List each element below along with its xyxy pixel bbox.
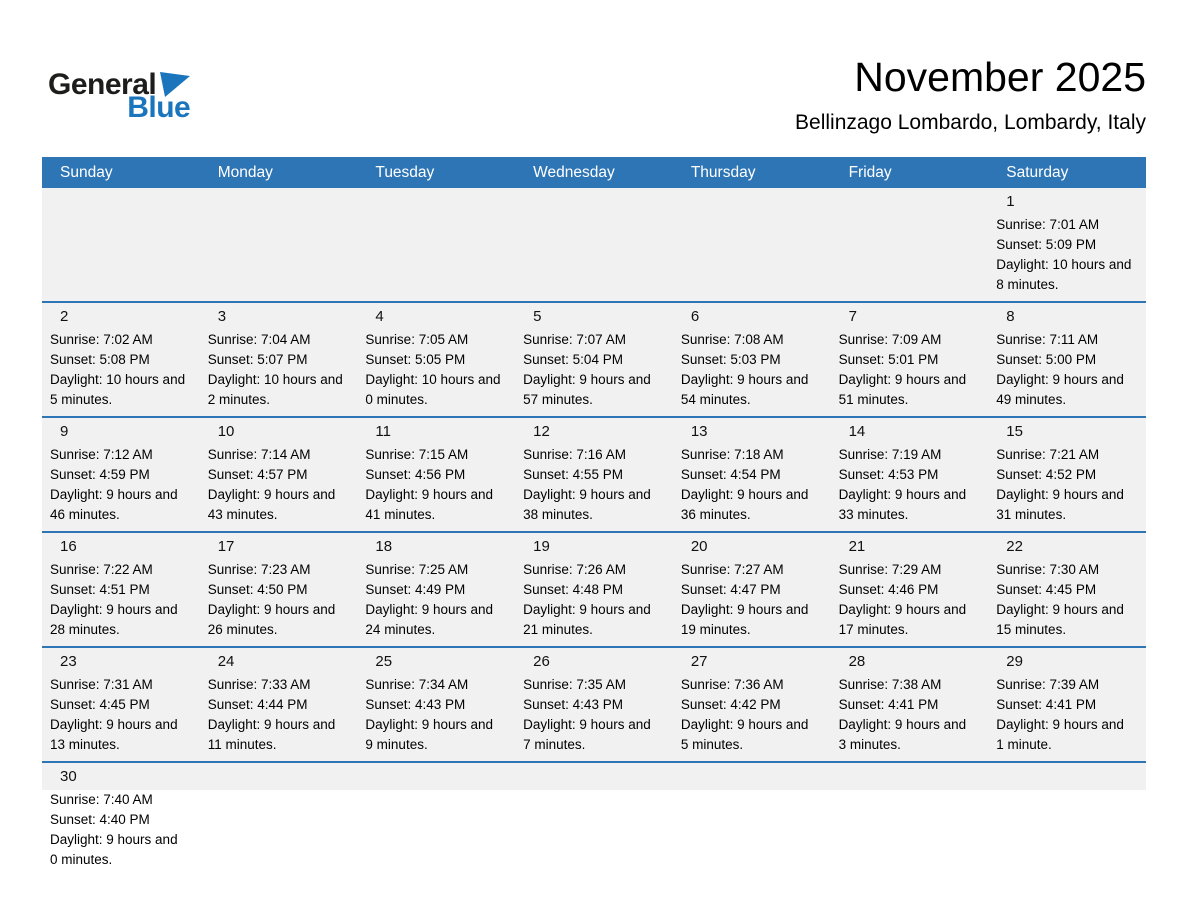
daylight-text: Daylight: 9 hours and 38 minutes. [523, 487, 651, 522]
empty-day-cell [831, 188, 989, 301]
sunset-text: Sunset: 4:41 PM [996, 697, 1097, 712]
sunrise-text: Sunrise: 7:27 AM [680, 562, 784, 577]
weekday-thursday: Thursday [690, 164, 756, 181]
day-cell-25 [357, 648, 515, 761]
daylight-text: Daylight: 9 hours and 7 minutes. [523, 717, 651, 752]
day-cell-2 [42, 303, 200, 416]
sunset-text: Sunset: 4:49 PM [365, 582, 466, 597]
sunrise-text: Sunrise: 7:21 AM [996, 447, 1100, 462]
day-number: 17 [217, 538, 235, 555]
sunrise-text: Sunrise: 7:02 AM [50, 332, 153, 347]
day-cell-21 [831, 533, 989, 646]
daylight-text: Daylight: 9 hours and 57 minutes. [523, 372, 651, 407]
day-cell-28 [831, 648, 989, 761]
sunset-text: Sunset: 4:59 PM [50, 467, 150, 482]
sunset-text: Sunset: 4:52 PM [996, 467, 1097, 482]
day-number: 4 [375, 308, 384, 325]
sunrise-text: Sunrise: 7:25 AM [365, 562, 469, 577]
sunset-text: Sunset: 5:04 PM [523, 352, 623, 367]
day-cell-3 [200, 303, 358, 416]
sunset-text: Sunset: 4:57 PM [207, 467, 308, 482]
sunset-text: Sunset: 4:47 PM [680, 582, 781, 597]
daylight-text: Daylight: 9 hours and 46 minutes. [50, 487, 178, 522]
day-number: 2 [60, 308, 69, 325]
day-number: 15 [1006, 423, 1023, 440]
day-cell-14 [831, 418, 989, 531]
week-row-5 [42, 646, 1146, 761]
day-cell-13 [673, 418, 831, 531]
sunrise-text: Sunrise: 7:29 AM [838, 562, 942, 577]
daylight-text: Daylight: 10 hours and 5 minutes. [50, 372, 186, 407]
general-blue-logo [48, 70, 190, 123]
day-cell-24 [200, 648, 358, 761]
day-cell-6 [673, 303, 831, 416]
day-number: 27 [690, 653, 708, 670]
day-cell-5 [515, 303, 673, 416]
daylight-text: Daylight: 9 hours and 33 minutes. [838, 487, 967, 522]
sunset-text: Sunset: 4:40 PM [50, 812, 150, 827]
day-number: 16 [60, 538, 77, 555]
day-number: 20 [690, 538, 708, 555]
sunrise-text: Sunrise: 7:35 AM [523, 677, 626, 692]
sunrise-text: Sunrise: 7:08 AM [680, 332, 784, 347]
weekday-tuesday: Tuesday [375, 164, 435, 181]
day-number: 19 [533, 538, 550, 555]
month-title: November 2025 [854, 54, 1146, 100]
sunrise-text: Sunrise: 7:34 AM [365, 677, 469, 692]
day-number: 14 [848, 423, 866, 440]
sunset-text: Sunset: 5:01 PM [838, 352, 939, 367]
location-subtitle: Bellinzago Lombardo, Lombardy, Italy [795, 111, 1146, 134]
sunrise-text: Sunrise: 7:39 AM [996, 677, 1100, 692]
week-row-1 [42, 188, 1146, 301]
empty-day-cell [988, 763, 1146, 876]
day-cell-8 [988, 303, 1146, 416]
sunset-text: Sunset: 4:41 PM [838, 697, 939, 712]
sunset-text: Sunset: 4:55 PM [523, 467, 623, 482]
day-number: 7 [848, 308, 857, 325]
daylight-text: Daylight: 9 hours and 24 minutes. [365, 602, 493, 637]
day-cell-18 [357, 533, 515, 646]
sunrise-text: Sunrise: 7:05 AM [365, 332, 469, 347]
day-number: 25 [375, 653, 393, 670]
sunset-text: Sunset: 4:45 PM [996, 582, 1097, 597]
daylight-text: Daylight: 9 hours and 11 minutes. [207, 717, 336, 752]
day-number: 1 [1006, 193, 1015, 210]
sunset-text: Sunset: 5:07 PM [207, 352, 308, 367]
daylight-text: Daylight: 9 hours and 41 minutes. [365, 487, 493, 522]
day-number: 21 [848, 538, 866, 555]
day-number: 13 [690, 423, 708, 440]
day-number: 29 [1006, 653, 1023, 670]
day-cell-26 [515, 648, 673, 761]
day-number: 6 [690, 308, 700, 325]
day-number: 18 [375, 538, 393, 555]
daylight-text: Daylight: 9 hours and 54 minutes. [680, 372, 809, 407]
day-cell-22 [988, 533, 1146, 646]
daylight-text: Daylight: 9 hours and 43 minutes. [207, 487, 336, 522]
day-cell-11 [357, 418, 515, 531]
logo-text-blue: Blue [127, 91, 191, 124]
sunrise-text: Sunrise: 7:18 AM [680, 447, 784, 462]
day-number: 11 [375, 423, 391, 440]
empty-day-cell [357, 188, 515, 301]
empty-day-cell [673, 763, 831, 876]
daylight-text: Daylight: 9 hours and 26 minutes. [207, 602, 336, 637]
weekday-header-row [42, 157, 1146, 188]
sunrise-text: Sunrise: 7:22 AM [50, 562, 153, 577]
day-cell-12 [515, 418, 673, 531]
sunrise-text: Sunrise: 7:14 AM [207, 447, 311, 462]
sunset-text: Sunset: 4:51 PM [50, 582, 150, 597]
weekday-saturday: Saturday [1006, 164, 1069, 181]
sunset-text: Sunset: 4:56 PM [365, 467, 466, 482]
sunset-text: Sunset: 5:03 PM [680, 352, 781, 367]
sunset-text: Sunset: 4:53 PM [838, 467, 939, 482]
empty-day-cell [515, 188, 673, 301]
sunrise-text: Sunrise: 7:19 AM [838, 447, 942, 462]
sunset-text: Sunset: 4:43 PM [523, 697, 623, 712]
sunset-text: Sunset: 5:00 PM [996, 352, 1097, 367]
empty-day-cell [673, 188, 831, 301]
daylight-text: Daylight: 10 hours and 2 minutes. [207, 372, 343, 407]
week-row-4 [42, 531, 1146, 646]
calendar-body [42, 188, 1146, 878]
daylight-text: Daylight: 10 hours and 0 minutes. [365, 372, 501, 407]
daylight-text: Daylight: 9 hours and 5 minutes. [680, 717, 809, 752]
sunrise-text: Sunrise: 7:36 AM [680, 677, 784, 692]
empty-day-cell [515, 763, 673, 876]
daylight-text: Daylight: 9 hours and 36 minutes. [680, 487, 809, 522]
weekday-sunday: Sunday [60, 164, 113, 181]
sunrise-text: Sunrise: 7:33 AM [207, 677, 311, 692]
daylight-text: Daylight: 9 hours and 13 minutes. [50, 717, 178, 752]
day-cell-10 [200, 418, 358, 531]
day-cell-29 [988, 648, 1146, 761]
day-cell-16 [42, 533, 200, 646]
day-cell-30 [42, 763, 200, 876]
daylight-text: Daylight: 9 hours and 0 minutes. [50, 832, 178, 867]
sunset-text: Sunset: 4:45 PM [50, 697, 150, 712]
daylight-text: Daylight: 9 hours and 1 minute. [996, 717, 1124, 752]
day-cell-19 [515, 533, 673, 646]
top-bar [42, 0, 1146, 157]
day-number: 28 [848, 653, 866, 670]
sunrise-text: Sunrise: 7:11 AM [996, 332, 1099, 347]
sunset-text: Sunset: 4:44 PM [207, 697, 308, 712]
sunset-text: Sunset: 4:50 PM [207, 582, 308, 597]
sunset-text: Sunset: 5:08 PM [50, 352, 150, 367]
day-cell-7 [831, 303, 989, 416]
title-block [795, 55, 1146, 135]
day-cell-17 [200, 533, 358, 646]
sunrise-text: Sunrise: 7:16 AM [523, 447, 626, 462]
logo-text-general: General [48, 68, 157, 101]
daylight-text: Daylight: 9 hours and 51 minutes. [838, 372, 967, 407]
daylight-text: Daylight: 10 hours and 8 minutes. [996, 257, 1132, 292]
day-cell-4 [357, 303, 515, 416]
sunrise-text: Sunrise: 7:40 AM [50, 792, 153, 807]
sunrise-text: Sunrise: 7:26 AM [523, 562, 626, 577]
daylight-text: Daylight: 9 hours and 19 minutes. [680, 602, 809, 637]
sunset-text: Sunset: 5:09 PM [996, 237, 1097, 252]
sunset-text: Sunset: 5:05 PM [365, 352, 466, 367]
sunset-text: Sunset: 4:42 PM [680, 697, 781, 712]
day-number: 26 [533, 653, 550, 670]
daylight-text: Daylight: 9 hours and 31 minutes. [996, 487, 1124, 522]
day-number: 3 [217, 308, 227, 325]
day-number: 9 [60, 423, 69, 440]
sunrise-text: Sunrise: 7:04 AM [207, 332, 311, 347]
sunrise-text: Sunrise: 7:09 AM [838, 332, 942, 347]
empty-day-cell [357, 763, 515, 876]
daylight-text: Daylight: 9 hours and 28 minutes. [50, 602, 178, 637]
day-number: 24 [217, 653, 235, 670]
day-number: 23 [60, 653, 77, 670]
sunrise-text: Sunrise: 7:38 AM [838, 677, 942, 692]
sunset-text: Sunset: 4:43 PM [365, 697, 466, 712]
day-number: 30 [60, 768, 77, 785]
week-row-3 [42, 416, 1146, 531]
day-cell-27 [673, 648, 831, 761]
daylight-text: Daylight: 9 hours and 49 minutes. [996, 372, 1124, 407]
weekday-monday: Monday [217, 164, 273, 181]
sunrise-text: Sunrise: 7:31 AM [50, 677, 153, 692]
sunset-text: Sunset: 4:48 PM [523, 582, 623, 597]
sunrise-text: Sunrise: 7:12 AM [50, 447, 153, 462]
empty-day-cell [200, 763, 358, 876]
sunrise-text: Sunrise: 7:01 AM [996, 217, 1100, 232]
weekday-wednesday: Wednesday [533, 164, 615, 181]
day-number: 8 [1006, 308, 1015, 325]
sunrise-text: Sunrise: 7:23 AM [207, 562, 311, 577]
weekday-friday: Friday [848, 164, 892, 181]
empty-day-cell [831, 763, 989, 876]
day-cell-9 [42, 418, 200, 531]
day-cell-20 [673, 533, 831, 646]
day-cell-15 [988, 418, 1146, 531]
day-cell-1 [988, 188, 1146, 301]
day-number: 22 [1006, 538, 1023, 555]
daylight-text: Daylight: 9 hours and 3 minutes. [838, 717, 967, 752]
daylight-text: Daylight: 9 hours and 9 minutes. [365, 717, 493, 752]
sunrise-text: Sunrise: 7:07 AM [523, 332, 626, 347]
sunrise-text: Sunrise: 7:30 AM [996, 562, 1100, 577]
daylight-text: Daylight: 9 hours and 15 minutes. [996, 602, 1124, 637]
sunset-text: Sunset: 4:46 PM [838, 582, 939, 597]
daylight-text: Daylight: 9 hours and 21 minutes. [523, 602, 651, 637]
sunset-text: Sunset: 4:54 PM [680, 467, 781, 482]
calendar [42, 157, 1146, 878]
day-number: 12 [533, 423, 550, 440]
empty-day-cell [42, 188, 200, 301]
day-number: 10 [217, 423, 235, 440]
week-row-2 [42, 301, 1146, 416]
week-row-6 [42, 761, 1146, 878]
day-number: 5 [533, 308, 542, 325]
empty-day-cell [200, 188, 358, 301]
day-cell-23 [42, 648, 200, 761]
daylight-text: Daylight: 9 hours and 17 minutes. [838, 602, 967, 637]
sunrise-text: Sunrise: 7:15 AM [365, 447, 469, 462]
